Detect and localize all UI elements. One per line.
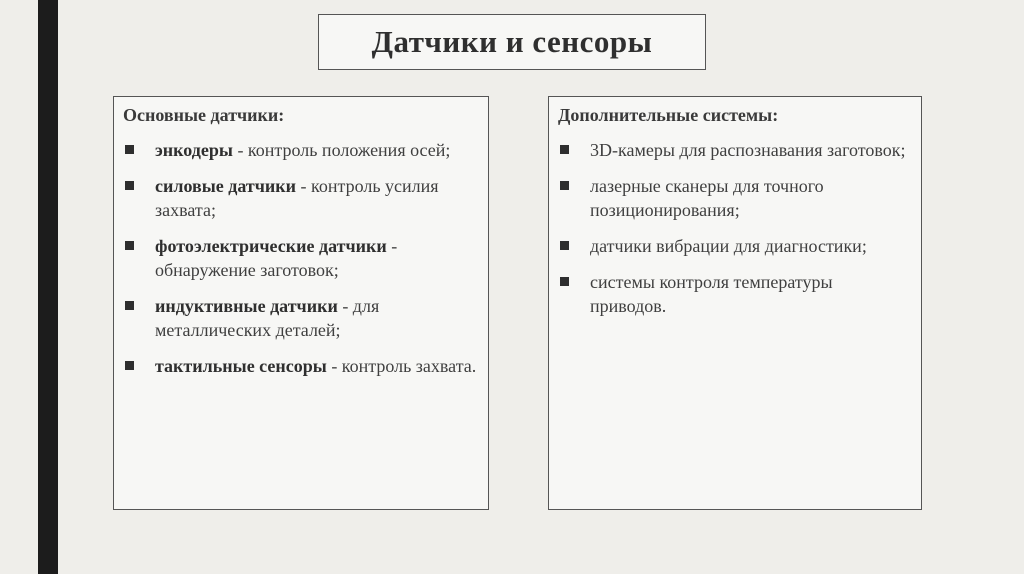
square-bullet-icon bbox=[560, 181, 569, 190]
page-title: Датчики и сенсоры bbox=[371, 24, 653, 59]
square-bullet-icon bbox=[125, 181, 134, 190]
item-text: лазерные сканеры для точного позиционирования; bbox=[590, 176, 824, 220]
list-item bbox=[123, 354, 480, 378]
square-bullet-icon bbox=[125, 301, 134, 310]
list-item bbox=[558, 270, 913, 318]
list-item bbox=[558, 174, 913, 222]
item-term: индуктивные датчики bbox=[155, 296, 338, 316]
square-bullet-icon bbox=[125, 241, 134, 250]
item-description: - контроль захвата. bbox=[326, 356, 477, 376]
main-sensors-panel bbox=[113, 96, 489, 510]
item-text: системы контроля температуры приводов. bbox=[590, 272, 833, 316]
list-item bbox=[558, 234, 913, 258]
square-bullet-icon bbox=[125, 145, 134, 154]
main-sensors-heading: Основные датчики: bbox=[123, 105, 285, 125]
list-item bbox=[558, 138, 913, 162]
square-bullet-icon bbox=[125, 361, 134, 370]
list-item bbox=[123, 234, 480, 282]
main-sensors-list bbox=[123, 138, 480, 378]
item-term: тактильные сенсоры bbox=[155, 356, 327, 376]
title-box bbox=[318, 14, 706, 70]
square-bullet-icon bbox=[560, 277, 569, 286]
list-item bbox=[123, 294, 480, 342]
item-description: - контроль положения осей; bbox=[232, 140, 451, 160]
square-bullet-icon bbox=[560, 145, 569, 154]
additional-systems-heading: Дополнительные системы: bbox=[558, 105, 779, 125]
item-text: датчики вибрации для диагностики; bbox=[590, 236, 867, 256]
square-bullet-icon bbox=[560, 241, 569, 250]
item-text: 3D-камеры для распознавания заготовок; bbox=[590, 140, 906, 160]
item-term: фотоэлектрические датчики bbox=[155, 236, 387, 256]
item-term: силовые датчики bbox=[155, 176, 297, 196]
additional-systems-list bbox=[558, 138, 913, 318]
additional-systems-panel bbox=[548, 96, 922, 510]
item-description: - обнаружение заготовок; bbox=[155, 236, 398, 280]
item-description: - для металлических деталей; bbox=[155, 296, 380, 340]
item-term: энкодеры bbox=[155, 140, 233, 160]
list-item bbox=[123, 174, 480, 222]
item-description: - контроль усилия захвата; bbox=[155, 176, 439, 220]
left-accent-bar bbox=[38, 0, 58, 574]
list-item bbox=[123, 138, 480, 162]
